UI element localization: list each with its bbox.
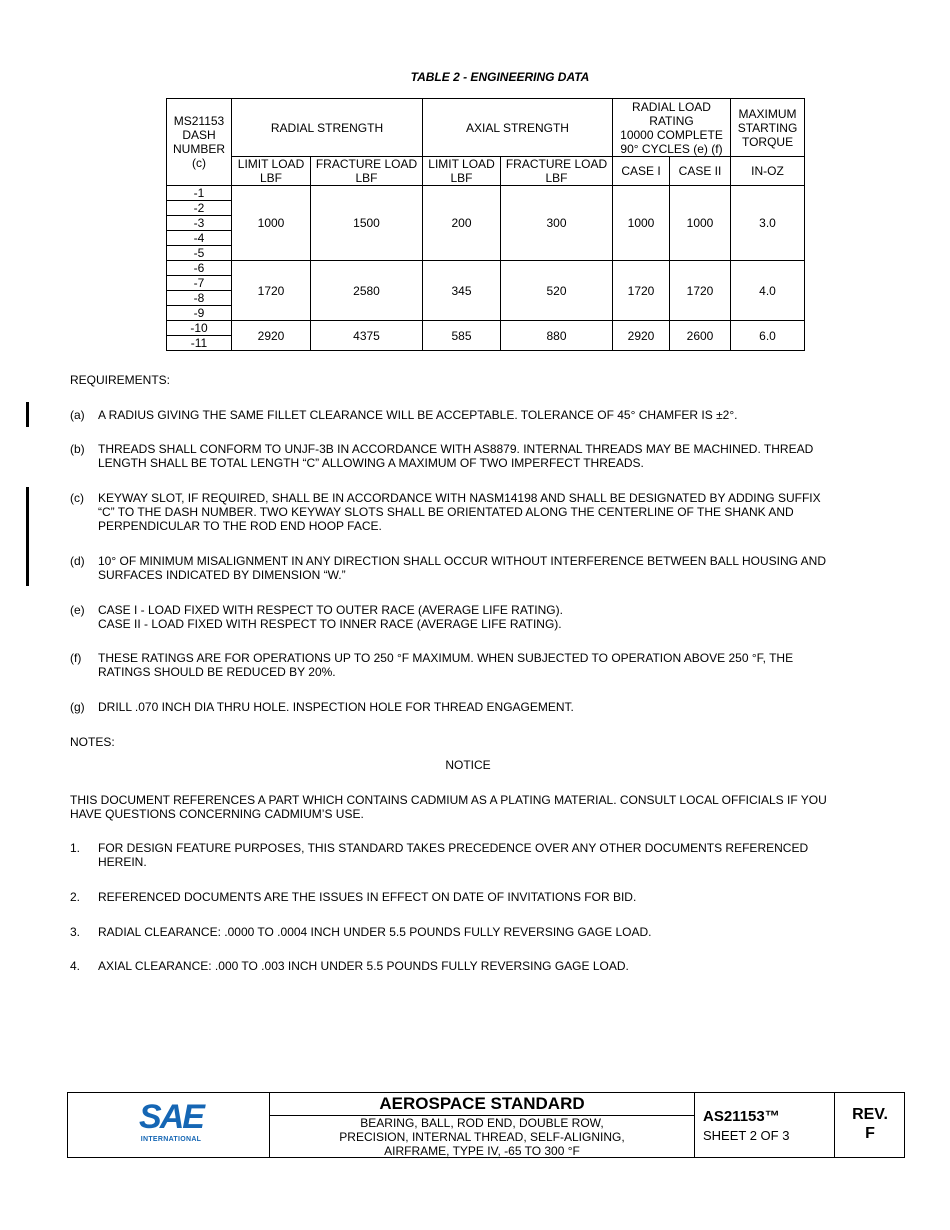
note-2 <box>70 890 870 904</box>
requirement-b <box>70 442 870 470</box>
header-dash-number: MS21153 DASH NUMBER (c) <box>167 99 232 186</box>
dash-number-cell: -1 <box>167 186 232 201</box>
notes-label: NOTES: <box>70 735 115 749</box>
header-axial-strength: AXIAL STRENGTH <box>423 99 613 157</box>
header-case-ii: CASE II <box>670 157 731 186</box>
dash-number-cell: -6 <box>167 261 232 276</box>
notice-line: HAVE QUESTIONS CONCERNING CADMIUM’S USE. <box>70 807 364 821</box>
revision-label: REV. <box>852 1106 888 1123</box>
document-number-cell <box>695 1093 835 1157</box>
dash-number-cell: -2 <box>167 201 232 216</box>
header-in-oz: IN-OZ <box>731 157 805 186</box>
requirement-mark: (b) <box>70 442 85 456</box>
note-3 <box>70 925 870 939</box>
axial-limit-load-cell: 345 <box>423 261 501 321</box>
header-radial-load-rating: RADIAL LOAD RATING 10000 COMPLETE 90° CYCLES (e) (f) <box>613 99 731 157</box>
change-bar <box>26 402 29 427</box>
header-max-starting-torque: MAXIMUM STARTING TORQUE <box>731 99 805 157</box>
note-text: FOR DESIGN FEATURE PURPOSES, THIS STANDARD TAKES PRECEDENCE OVER ANY OTHER DOCUMENTS REFERENCED <box>98 841 809 855</box>
requirement-mark: (c) <box>70 491 84 505</box>
dash-number-cell: -4 <box>167 231 232 246</box>
dash-number-cell: -8 <box>167 291 232 306</box>
table-title: TABLE 2 - ENGINEERING DATA <box>410 70 590 84</box>
note-1 <box>70 841 870 869</box>
notice-text <box>70 793 890 821</box>
torque-cell: 3.0 <box>731 186 805 261</box>
case-i-cell: 2920 <box>613 321 670 351</box>
axial-limit-load-cell: 200 <box>423 186 501 261</box>
dash-number-cell: -9 <box>167 306 232 321</box>
case-i-cell: 1000 <box>613 186 670 261</box>
requirement-text: 10° OF MINIMUM MISALIGNMENT IN ANY DIRECTION SHALL OCCUR WITHOUT INTERFERENCE BETWEEN BALL HOUSING AND <box>98 554 827 568</box>
case-i-cell: 1720 <box>613 261 670 321</box>
description-line: AIRFRAME, TYPE IV, -65 TO 300 °F <box>384 1144 580 1158</box>
standard-title: AEROSPACE STANDARD <box>270 1093 694 1116</box>
requirement-text: LENGTH SHALL BE TOTAL LENGTH “C” ALLOWING A MAXIMUM OF TWO IMPERFECT THREADS. <box>98 456 644 470</box>
dash-number-cell: -10 <box>167 321 232 336</box>
axial-fracture-load-cell: 880 <box>501 321 613 351</box>
requirement-d <box>70 554 870 582</box>
requirement-text: CASE II - LOAD FIXED WITH RESPECT TO INNER RACE (AVERAGE LIFE RATING). <box>98 617 562 631</box>
radial-limit-load-cell: 1720 <box>232 261 311 321</box>
note-4 <box>70 959 870 973</box>
dash-number-cell: -11 <box>167 336 232 351</box>
radial-fracture-load-cell: 4375 <box>311 321 423 351</box>
note-mark: 1. <box>70 841 81 855</box>
requirement-e <box>70 603 870 631</box>
header-radial-strength: RADIAL STRENGTH <box>232 99 423 157</box>
dash-number-cell: -3 <box>167 216 232 231</box>
notice-line: THIS DOCUMENT REFERENCES A PART WHICH CONTAINS CADMIUM AS A PLATING MATERIAL. CONSULT LOCAL OFFICIALS IF YOU <box>70 793 827 807</box>
logo-cell <box>68 1093 270 1157</box>
note-mark: 3. <box>70 925 81 939</box>
note-text: REFERENCED DOCUMENTS ARE THE ISSUES IN EFFECT ON DATE OF INVITATIONS FOR BID. <box>98 890 637 904</box>
title-block <box>67 1092 905 1158</box>
requirement-text: A RADIUS GIVING THE SAME FILLET CLEARANCE WILL BE ACCEPTABLE. TOLERANCE OF 45° CHAMFER IS ±2°. <box>98 408 738 422</box>
dash-number-cell: -7 <box>167 276 232 291</box>
sae-logo-subtext: INTERNATIONAL <box>140 1136 202 1143</box>
axial-fracture-load-cell: 300 <box>501 186 613 261</box>
requirement-text: PERPENDICULAR TO THE ROD END HOOP FACE. <box>98 519 382 533</box>
change-bar <box>26 487 29 586</box>
axial-fracture-load-cell: 520 <box>501 261 613 321</box>
requirement-mark: (a) <box>70 408 85 422</box>
header-radial-limit-load: LIMIT LOAD LBF <box>232 157 311 186</box>
torque-cell: 6.0 <box>731 321 805 351</box>
note-mark: 2. <box>70 890 81 904</box>
requirement-text: THREADS SHALL CONFORM TO UNJF-3B IN ACCORDANCE WITH AS8879. INTERNAL THREADS MAY BE MACHINED. THREAD <box>98 442 814 456</box>
engineering-data-table <box>166 98 805 351</box>
requirement-text: THESE RATINGS ARE FOR OPERATIONS UP TO 250 °F MAXIMUM. WHEN SUBJECTED TO OPERATION ABOVE 250 °F, THE <box>98 651 794 665</box>
note-text: HEREIN. <box>98 855 147 869</box>
requirement-text: DRILL .070 INCH DIA THRU HOLE. INSPECTION HOLE FOR THREAD ENGAGEMENT. <box>98 700 574 714</box>
requirement-text: KEYWAY SLOT, IF REQUIRED, SHALL BE IN ACCORDANCE WITH NASM14198 AND SHALL BE DESIGNATED BY ADDING SUFFIX <box>98 491 821 505</box>
note-text: RADIAL CLEARANCE: .0000 TO .0004 INCH UNDER 5.5 POUNDS FULLY REVERSING GAGE LOAD. <box>98 925 652 939</box>
standard-description <box>270 1116 694 1158</box>
torque-cell: 4.0 <box>731 261 805 321</box>
requirement-f <box>70 651 870 679</box>
header-case-i: CASE I <box>613 157 670 186</box>
note-text: AXIAL CLEARANCE: .000 TO .003 INCH UNDER 5.5 POUNDS FULLY REVERSING GAGE LOAD. <box>98 959 629 973</box>
requirement-text: RATINGS SHOULD BE REDUCED BY 20%. <box>98 665 336 679</box>
requirement-g <box>70 700 870 714</box>
axial-limit-load-cell: 585 <box>423 321 501 351</box>
requirements-label: REQUIREMENTS: <box>70 373 171 387</box>
requirement-text: CASE I - LOAD FIXED WITH RESPECT TO OUTER RACE (AVERAGE LIFE RATING). <box>98 603 563 617</box>
revision-cell <box>835 1093 905 1157</box>
revision-value: F <box>865 1125 875 1142</box>
note-mark: 4. <box>70 959 81 973</box>
document-number: AS21153™ <box>703 1108 780 1125</box>
header-axial-fracture-load: FRACTURE LOAD LBF <box>501 157 613 186</box>
requirement-c <box>70 491 870 533</box>
case-ii-cell: 1720 <box>670 261 731 321</box>
radial-limit-load-cell: 1000 <box>232 186 311 261</box>
radial-fracture-load-cell: 2580 <box>311 261 423 321</box>
requirement-mark: (d) <box>70 554 85 568</box>
case-ii-cell: 1000 <box>670 186 731 261</box>
dash-number-cell: -5 <box>167 246 232 261</box>
requirement-mark: (g) <box>70 700 85 714</box>
radial-limit-load-cell: 2920 <box>232 321 311 351</box>
requirement-text: “C” TO THE DASH NUMBER. TWO KEYWAY SLOTS SHALL BE ORIENTATED ALONG THE CENTERLINE OF THE SHANK AND <box>98 505 794 519</box>
sae-logo-mark: SAE <box>139 1098 203 1136</box>
requirement-mark: (e) <box>70 603 85 617</box>
case-ii-cell: 2600 <box>670 321 731 351</box>
notice-title: NOTICE <box>445 758 491 772</box>
sheet-number: SHEET 2 OF 3 <box>703 1128 790 1143</box>
header-radial-fracture-load: FRACTURE LOAD LBF <box>311 157 423 186</box>
requirement-a <box>70 408 870 422</box>
sae-logo <box>136 1099 206 1149</box>
title-cell <box>270 1093 695 1157</box>
requirement-text: SURFACES INDICATED BY DIMENSION “W.” <box>98 568 346 582</box>
description-line: PRECISION, INTERNAL THREAD, SELF-ALIGNING, <box>339 1130 625 1144</box>
header-axial-limit-load: LIMIT LOAD LBF <box>423 157 501 186</box>
requirement-mark: (f) <box>70 651 82 665</box>
radial-fracture-load-cell: 1500 <box>311 186 423 261</box>
description-line: BEARING, BALL, ROD END, DOUBLE ROW, <box>360 1116 604 1130</box>
